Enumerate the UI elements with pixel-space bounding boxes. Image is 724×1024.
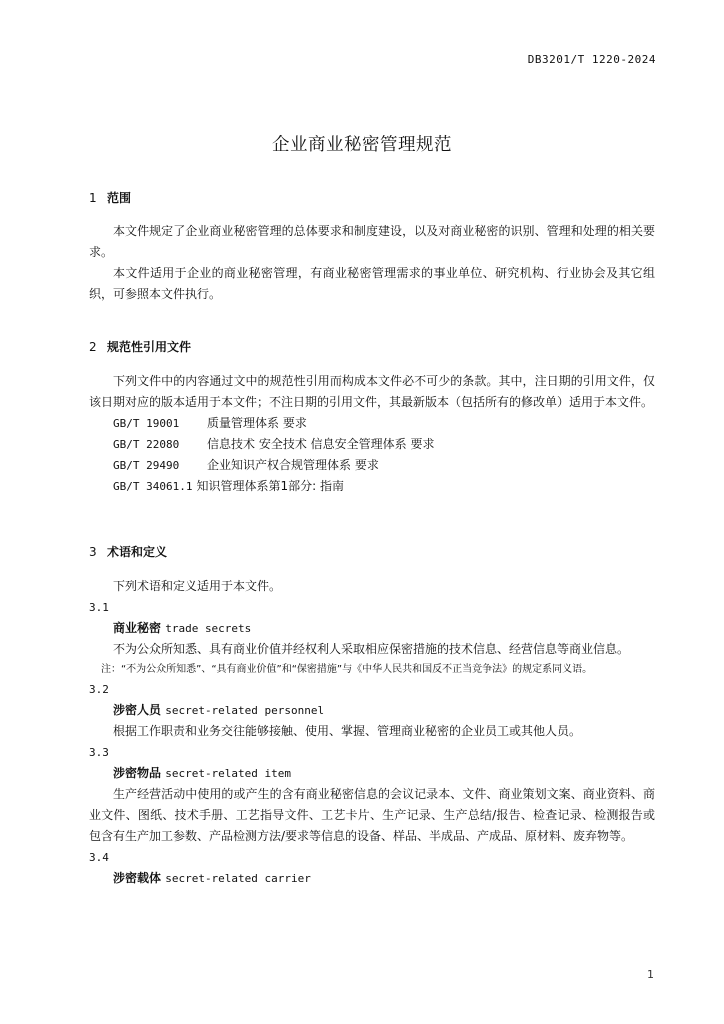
term-number: 3.1	[89, 601, 109, 614]
reference-list	[89, 413, 655, 497]
term-number: 3.3	[89, 746, 109, 759]
reference-item	[113, 476, 655, 497]
section-body-normative-references	[89, 371, 655, 497]
term-definition: 不为公众所知悉、具有商业价值并经权利人采取相应保密措施的技术信息、经营信息等商业信息。	[113, 642, 630, 656]
term-definition: 生产经营活动中使用的或产生的含有商业秘密信息的会议记录本、文件、商业策划文案、商业资料、商业文件、图纸、技术手册、工艺指导文件、工艺卡片、生产记录、生产总结/报告、检查记录、检测报告或包含有生产加工参数、产品检测方法/要求等信息的设备、样品、半成品、产成品、原材料、废弃物等。	[89, 787, 655, 843]
term-name-zh: 涉密载体	[113, 871, 162, 885]
term-name-en: secret-related carrier	[165, 872, 311, 885]
reference-title: 质量管理体系 要求	[207, 416, 307, 430]
term-name-en: secret-related personnel	[165, 704, 325, 717]
reference-title: 知识管理体系第1部分: 指南	[196, 479, 344, 493]
section-title: 规范性引用文件	[107, 340, 192, 354]
reference-item	[113, 413, 655, 434]
term-name-en: secret-related item	[165, 767, 292, 780]
section-body-terms-definitions	[89, 576, 655, 889]
term-number: 3.2	[89, 683, 109, 696]
reference-item	[113, 455, 655, 476]
section-heading-normative-references	[89, 338, 191, 355]
reference-title: 信息技术 安全技术 信息安全管理体系 要求	[207, 437, 435, 451]
reference-code: GB/T 34061.1	[113, 480, 193, 493]
reference-item	[113, 434, 655, 455]
section-number: 1	[89, 191, 97, 205]
section-body-scope	[89, 221, 655, 305]
term-name	[89, 763, 655, 784]
term-name	[89, 700, 655, 721]
reference-title: 企业知识产权合规管理体系 要求	[207, 458, 379, 472]
section-title: 术语和定义	[107, 545, 168, 559]
section-number: 2	[89, 340, 97, 354]
section-number: 3	[89, 545, 97, 559]
section-title: 范围	[107, 191, 132, 205]
reference-code: GB/T 29490	[113, 459, 180, 472]
section-heading-terms-definitions	[89, 543, 167, 560]
term-definition: 根据工作职责和业务交往能够接触、使用、掌握、管理商业秘密的企业员工或其他人员。	[113, 724, 582, 738]
document-title: 企业商业秘密管理规范	[272, 135, 452, 155]
term-name	[89, 618, 655, 639]
term-note: 注：“不为公众所知悉”、“具有商业价值”和“保密措施”与《中华人民共和国反不正当竞争法》的规定系同义语。	[101, 664, 593, 675]
term-number: 3.4	[89, 851, 109, 864]
term-name	[89, 868, 655, 889]
paragraph: 下列术语和定义适用于本文件。	[113, 579, 282, 593]
reference-code: GB/T 19001	[113, 417, 180, 430]
section-heading-scope	[89, 189, 131, 206]
standard-code: DB3201/T 1220-2024	[527, 53, 656, 66]
term-name-en: trade secrets	[165, 622, 252, 635]
reference-code: GB/T 22080	[113, 438, 180, 451]
term-name-zh: 涉密人员	[113, 703, 162, 717]
page-number: 1	[647, 968, 654, 981]
paragraph: 本文件规定了企业商业秘密管理的总体要求和制度建设，以及对商业秘密的识别、管理和处理的相关要求。	[89, 224, 655, 259]
paragraph: 本文件适用于企业的商业秘密管理，有商业秘密管理需求的事业单位、研究机构、行业协会及其它组织，可参照本文件执行。	[89, 266, 655, 301]
paragraph: 下列文件中的内容通过文中的规范性引用而构成本文件必不可少的条款。其中，注日期的引用文件，仅该日期对应的版本适用于本文件；不注日期的引用文件，其最新版本（包括所有的修改单）适用于本文件。	[89, 374, 655, 409]
term-name-zh: 涉密物品	[113, 766, 162, 780]
term-name-zh: 商业秘密	[113, 621, 162, 635]
